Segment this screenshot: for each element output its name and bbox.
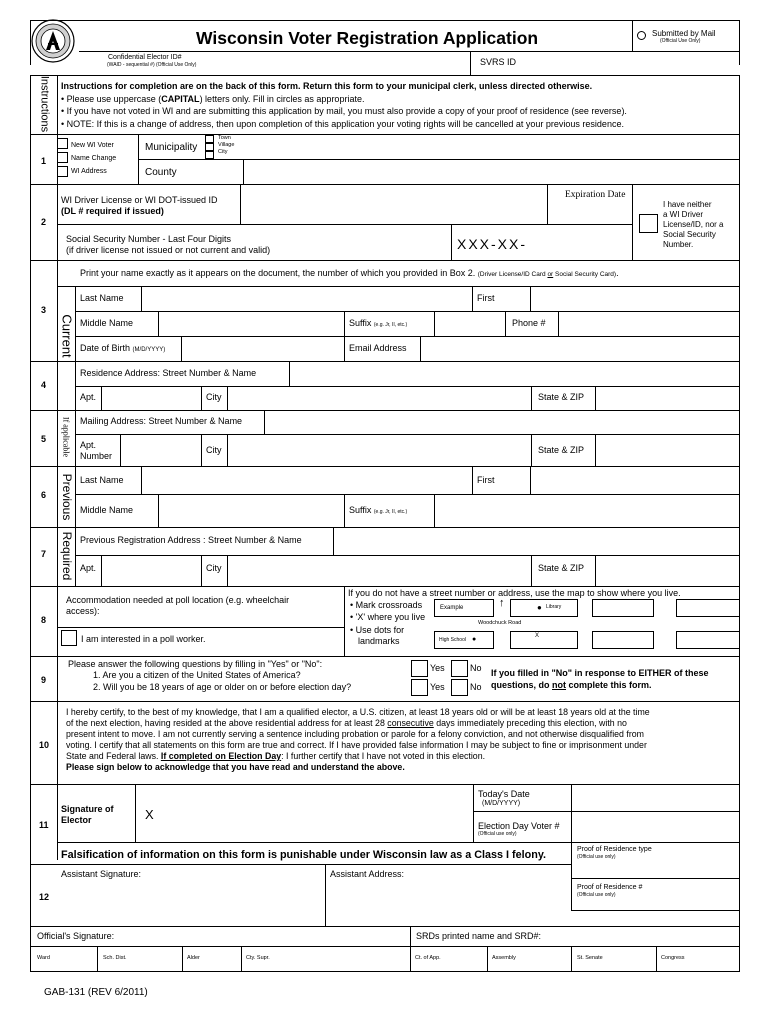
- section-4-number: 4: [41, 380, 47, 390]
- ssn-last-four-field[interactable]: [546, 226, 631, 258]
- draw-map-area[interactable]: [592, 599, 740, 649]
- assistant-address-label: Assistant Address:: [330, 869, 405, 879]
- wi-address-label: WI Address: [71, 168, 107, 175]
- age-yes-checkbox[interactable]: [411, 679, 428, 696]
- prev-city-field[interactable]: [228, 556, 531, 585]
- neither-line-3: License/ID, nor a: [663, 220, 724, 229]
- accommodation-field[interactable]: [60, 617, 342, 627]
- ssn-note: (if driver license not issued or not current and valid): [66, 245, 271, 255]
- official-signature-label: Official's Signature:: [37, 931, 115, 941]
- library-dot-icon: ●: [537, 603, 542, 612]
- certification-line-4: voting. I certify that all statements on this form are true and correct. If I have provided false information I may be subject to fine or imprisonment under: [66, 740, 647, 750]
- middle-name-field[interactable]: [159, 312, 344, 335]
- current-side-label: Current: [59, 314, 75, 358]
- age-yes-label: Yes: [430, 682, 445, 692]
- section-7-number: 7: [41, 549, 47, 559]
- srds-label: SRDs printed name and SRD#:: [416, 931, 542, 941]
- accommodation-label-1: Accommodation needed at poll location (e.g. wheelchair: [66, 595, 290, 605]
- section-5-number: 5: [41, 434, 47, 444]
- suffix-label: Suffix (e.g. Jr, II, etc.): [349, 318, 408, 328]
- signature-label-1: Signature of: [61, 804, 114, 814]
- map-bullet-dots: • Use dots for: [350, 625, 405, 635]
- certification-line-1: I hereby certify, to the best of my knowledge, that I am a qualified elector, a U.S. citizen, at least 18 years old or will be at least 18 years old at the time: [66, 707, 650, 717]
- certification-line-3: present intent to move. I am not currently serving a sentence including probation or parole for a felony conviction, and not otherwise disqualified from: [66, 729, 644, 739]
- citizen-no-checkbox[interactable]: [451, 660, 468, 677]
- prev-suffix-label: Suffix (e.g. Jr, II, etc.): [349, 505, 408, 515]
- mailing-address-label: Mailing Address: Street Number & Name: [80, 416, 243, 426]
- eligibility-warning-2: questions, do not complete this form.: [491, 680, 652, 690]
- prev-middle-name-label: Middle Name: [80, 505, 134, 515]
- municipality-label: Municipality: [145, 142, 198, 153]
- prev-apt-label: Apt.: [80, 563, 97, 573]
- municipality-field[interactable]: [243, 135, 739, 158]
- prev-apt-field[interactable]: [102, 556, 201, 585]
- name-change-label: Name Change: [71, 155, 117, 162]
- accommodation-label-2: access):: [66, 606, 100, 616]
- print-name-instruction: Print your name exactly as it appears on the document, the number of which you provided in Box 2. (Driver License/ID Card or Social Security Card).: [80, 268, 619, 278]
- section-3-number: 3: [41, 305, 47, 315]
- last-name-field[interactable]: [142, 287, 472, 310]
- prev-middle-name-field[interactable]: [159, 495, 344, 526]
- school-dot-icon: ●: [472, 636, 477, 643]
- state-senate-label: St. Senate: [577, 955, 603, 961]
- city-type-label: City: [218, 149, 228, 155]
- signature-label-2: Elector: [61, 815, 92, 825]
- first-name-field[interactable]: [531, 287, 739, 310]
- previous-side-label: Previous: [59, 473, 74, 521]
- new-wi-voter-label: New WI Voter: [71, 142, 114, 149]
- residence-state-zip-label: State & ZIP: [538, 392, 585, 402]
- residence-apt-label: Apt.: [80, 392, 97, 402]
- no-dl-no-ssn-checkbox[interactable]: [639, 214, 658, 233]
- mailing-state-zip-label: State & ZIP: [538, 445, 585, 455]
- certification-acknowledge: Please sign below to acknowledge that you have read and understand the above.: [66, 762, 405, 772]
- expiration-date-field[interactable]: [548, 202, 632, 223]
- assistant-address-field[interactable]: [330, 882, 568, 908]
- instruction-bullet-note: • NOTE: If this is a change of address, then upon completion of this application your voting rights will be cancelled at your previous residence.: [61, 119, 624, 129]
- age-no-checkbox[interactable]: [451, 679, 468, 696]
- form-id: GAB-131 (REV 6/2011): [44, 987, 148, 998]
- phone-label: Phone #: [512, 318, 546, 328]
- prev-state-zip-field[interactable]: [596, 556, 739, 585]
- age-no-label: No: [470, 682, 482, 692]
- neither-line-5: Number.: [663, 240, 694, 249]
- required-side-label: Required: [59, 531, 74, 581]
- ssn-mask: XXX-XX-: [457, 236, 528, 252]
- falsification-warning: Falsification of information on this form is punishable under Wisconsin law as a Class I felony.: [61, 849, 547, 861]
- proof-type-label: Proof of Residence type: [577, 846, 652, 853]
- email-label: Email Address: [349, 343, 407, 353]
- form-title: Wisconsin Voter Registration Application: [196, 28, 539, 48]
- citizen-no-label: No: [470, 663, 482, 673]
- citizen-yes-label: Yes: [430, 663, 445, 673]
- election-day-voter-label: Election Day Voter #: [478, 821, 560, 831]
- village-checkbox[interactable]: [205, 143, 214, 151]
- instruction-bullet-proof: • If you have not voted in WI and are submitting this application by mail, you must also provide a copy of your proof of residence (see reverse).: [61, 106, 627, 116]
- school-label: High School: [439, 637, 466, 643]
- town-checkbox[interactable]: [205, 135, 214, 143]
- town-label: Town: [218, 135, 231, 141]
- instructions-headline: Instructions for completion are on the back of this form. Return this form to your municipal clerk, unless directed otherwise.: [61, 81, 593, 91]
- certification-line-2: of the next election, having resided at the above residential address for at least 28 consecutive days immediately preceding this election, with no: [66, 718, 627, 728]
- dob-label: Date of Birth (M/D/YYYY): [80, 343, 166, 353]
- neither-line-4: Social Security: [663, 230, 716, 239]
- dob-field[interactable]: [182, 337, 343, 360]
- suffix-field[interactable]: [435, 312, 505, 335]
- prev-first-name-label: First: [477, 475, 495, 485]
- email-field[interactable]: [421, 337, 739, 360]
- section-8-number: 8: [41, 615, 47, 625]
- driver-license-required: (DL # required if issued): [61, 206, 164, 216]
- section-11-number: 11: [39, 820, 49, 830]
- election-day-voter-note: (Official use only): [478, 831, 517, 837]
- prev-state-zip-label: State & ZIP: [538, 563, 585, 573]
- county-label: County: [145, 167, 177, 178]
- congress-label: Congress: [661, 955, 685, 961]
- residence-city-field[interactable]: [228, 387, 531, 409]
- confidential-id-label: Confidential Elector ID#: [108, 54, 182, 61]
- section-10-number: 10: [39, 740, 50, 750]
- assistant-signature-label: Assistant Signature:: [61, 869, 142, 879]
- assembly-label: Assembly: [492, 955, 516, 961]
- driver-license-label: WI Driver License or WI DOT-issued ID: [61, 195, 218, 205]
- map-bullet-landmarks: landmarks: [358, 636, 400, 646]
- school-district-label: Sch. Dist.: [103, 955, 127, 961]
- prev-suffix-field[interactable]: [435, 495, 739, 526]
- todays-date-label: Today's Date: [478, 789, 530, 799]
- assistant-signature-field[interactable]: [60, 882, 324, 908]
- residence-address-label: Residence Address: Street Number & Name: [80, 368, 257, 378]
- ward-label: Ward: [37, 955, 50, 961]
- map-bullet-crossroads: • Mark crossroads: [350, 600, 423, 610]
- instruction-bullet-uppercase: • Please use uppercase (CAPITAL) letters only. Fill in circles as appropriate.: [61, 94, 365, 104]
- question-citizen: 1. Are you a citizen of the United States of America?: [93, 670, 301, 680]
- middle-name-label: Middle Name: [80, 318, 134, 328]
- mailing-street-field[interactable]: [265, 411, 739, 433]
- proof-number-label: Proof of Residence #: [577, 884, 643, 891]
- county-supervisor-label: Cty. Supr.: [246, 955, 270, 961]
- section-12-number: 12: [39, 892, 50, 902]
- signature-x-mark: X: [145, 807, 154, 822]
- first-name-label: First: [477, 293, 495, 303]
- mailing-apt-label-1: Apt.: [80, 440, 97, 450]
- prev-city-label: City: [206, 563, 222, 573]
- expiration-date-label: Expiration Date: [565, 190, 626, 200]
- mailing-apt-field[interactable]: [121, 435, 201, 465]
- name-change-checkbox[interactable]: [57, 152, 68, 163]
- last-name-label: Last Name: [80, 293, 124, 303]
- residence-apt-field[interactable]: [102, 387, 201, 409]
- road-label: Woodchuck Road: [478, 620, 522, 626]
- instructions-side-label: Instructions: [38, 75, 51, 133]
- map-bullet-x: • 'X' where you live: [350, 612, 426, 622]
- proof-number-note: (Official use only): [577, 892, 616, 898]
- elector-signature-field[interactable]: [160, 800, 472, 830]
- phone-field[interactable]: [559, 312, 739, 335]
- submitted-by-mail-note: (Official Use Only): [660, 38, 701, 44]
- prev-first-name-field[interactable]: [531, 467, 739, 493]
- poll-worker-label: I am interested in a poll worker.: [81, 634, 206, 644]
- neither-line-1: I have neither: [663, 200, 712, 209]
- prev-street-field[interactable]: [334, 528, 739, 554]
- driver-license-field[interactable]: [241, 185, 547, 223]
- map-instructions-head: If you do not have a street number or address, use the map to show where you live.: [348, 588, 681, 598]
- section-1-number: 1: [41, 156, 47, 166]
- arrow-up-icon: ↑: [499, 597, 505, 609]
- submitted-by-mail-radio[interactable]: [637, 31, 646, 40]
- question-age: 2. Will you be 18 years of age or older on or before election day?: [93, 682, 352, 692]
- poll-worker-checkbox[interactable]: [61, 630, 77, 646]
- library-label: Library: [546, 604, 562, 610]
- section-9-number: 9: [41, 675, 47, 685]
- neither-line-2: a WI Driver: [663, 210, 703, 219]
- prev-last-name-field[interactable]: [142, 467, 472, 493]
- example-x-mark: X: [535, 633, 540, 639]
- state-seal-icon: [31, 19, 75, 63]
- election-day-voter-field[interactable]: [572, 812, 739, 841]
- alder-label: Alder: [187, 955, 200, 961]
- residence-state-zip-field[interactable]: [596, 387, 739, 409]
- todays-date-field[interactable]: [572, 785, 739, 810]
- county-field[interactable]: [244, 160, 739, 183]
- example-label: Example: [440, 605, 464, 611]
- eligibility-warning-1: If you filled in "No" in response to EITHER of these: [491, 668, 709, 678]
- village-label: Village: [218, 142, 235, 148]
- certification-line-5: State and Federal laws. If completed on Election Day: I further certify that I have not voted in this election.: [66, 751, 486, 761]
- wi-address-checkbox[interactable]: [57, 166, 68, 177]
- city-checkbox[interactable]: [205, 151, 214, 159]
- prev-last-name-label: Last Name: [80, 475, 124, 485]
- residence-street-field[interactable]: [290, 362, 739, 385]
- questions-head: Please answer the following questions by filling in "Yes" or "No":: [68, 659, 323, 669]
- citizen-yes-checkbox[interactable]: [411, 660, 428, 677]
- submitted-by-mail-label: Submitted by Mail: [652, 29, 716, 38]
- ssn-label: Social Security Number - Last Four Digits: [66, 234, 232, 244]
- section-6-number: 6: [41, 490, 47, 500]
- new-wi-voter-checkbox[interactable]: [57, 138, 68, 149]
- proof-type-note: (Official use only): [577, 854, 616, 860]
- mailing-city-field[interactable]: [228, 435, 531, 465]
- confidential-id-note: (WAID - sequential #) (Official Use Only): [107, 62, 197, 68]
- section-2-number: 2: [41, 217, 47, 227]
- todays-date-format: (M/D/YYYY): [482, 800, 521, 807]
- court-of-appeals-label: Ct. of App.: [415, 955, 441, 961]
- mailing-state-zip-field[interactable]: [596, 435, 739, 465]
- residence-city-label: City: [206, 392, 222, 402]
- prev-address-label: Previous Registration Address : Street Number & Name: [80, 535, 302, 545]
- if-applicable-side-label: If applicable: [61, 416, 71, 458]
- svrs-id-label: SVRS ID: [480, 57, 517, 67]
- mailing-apt-label-2: Number: [80, 451, 113, 461]
- svrs-id-field[interactable]: [530, 52, 739, 74]
- mailing-city-label: City: [206, 445, 222, 455]
